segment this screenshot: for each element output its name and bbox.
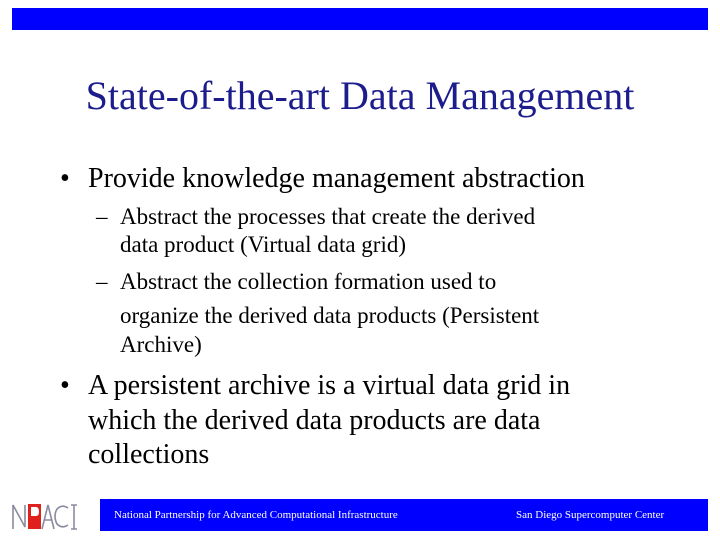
footer-center-text: San Diego Supercomputer Center xyxy=(516,509,665,521)
footer-partnership-text: National Partnership for Advanced Computational Infrastructure xyxy=(114,509,398,521)
subbullet-2-line-2: organize the derived data products (Persistent xyxy=(120,303,540,328)
subbullet-2-line-1: Abstract the collection formation used to xyxy=(120,269,497,294)
subbullet-2-line-3: Archive) xyxy=(120,332,202,357)
subbullet-marker: – xyxy=(96,269,108,294)
bullet-marker: • xyxy=(60,163,70,194)
bullet-2-line-1: A persistent archive is a virtual data grid in xyxy=(88,370,571,401)
bullet-2-line-2: which the derived data products are data xyxy=(88,405,541,436)
subbullet-1-line-2: data product (Virtual data grid) xyxy=(120,232,407,257)
subbullet-1-line-1: Abstract the processes that create the derived xyxy=(120,204,536,229)
npaci-logo xyxy=(10,500,88,532)
bullet-2-line-3: collections xyxy=(88,439,210,470)
subbullet-marker: – xyxy=(96,204,108,229)
bullet-marker: • xyxy=(60,370,70,401)
bullet-1-text: Provide knowledge management abstraction xyxy=(88,163,585,194)
slide-title: State-of-the-art Data Management xyxy=(85,73,635,118)
